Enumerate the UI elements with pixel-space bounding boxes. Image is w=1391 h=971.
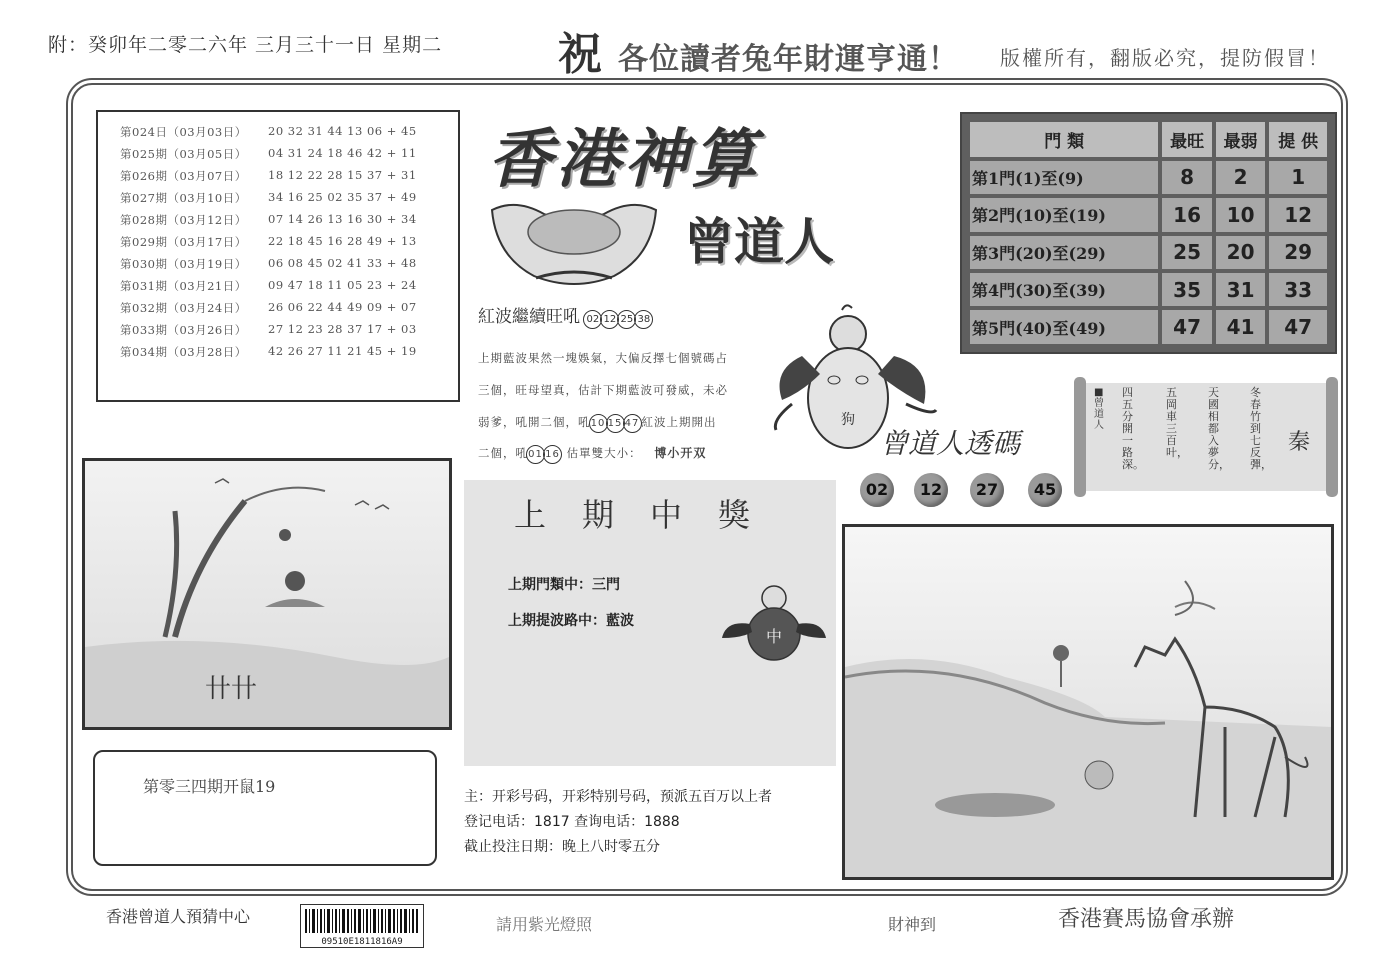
page-subtitle: 曾道人 [684, 212, 834, 271]
header-zhu: 祝 [558, 29, 602, 80]
win-line-wave: 上期提波路中：藍波 [508, 613, 634, 629]
tou-ma-ball: 27 [970, 473, 1004, 507]
footer-center: 香港曾道人預猜中心 [106, 907, 251, 926]
draw-row: 第027期（03月10日） 34 16 25 02 35 37 + 49 [120, 190, 417, 205]
gate-table [966, 118, 1331, 348]
footer-caishen: 財神到 [888, 915, 937, 934]
gate-table-panel [960, 112, 1337, 354]
page-title: 香港神算 [488, 122, 760, 197]
forecast-text-line: 二個，吼01 16 估單雙大小： 博小开双 [478, 444, 768, 464]
table-row: 第4門(30)至(39) 35 31 33 [970, 273, 1327, 306]
tou-ma-ball: 12 [914, 473, 948, 507]
draw-row: 第028期（03月12日） 07 14 26 13 16 30 + 34 [120, 212, 417, 227]
ink-painting-tree [82, 458, 452, 730]
forecast-text-line: 上期藍波果然一塊娛氣，大偏反擇七個號碼占 [478, 351, 728, 365]
hongbo-label: 紅波繼續旺吼 [478, 307, 580, 327]
draw-row: 第030期（03月19日） 06 08 45 02 41 33 + 48 [120, 256, 417, 271]
odd-even-tag: 博小开双 [654, 446, 707, 460]
table-header: 提 供 [1269, 122, 1327, 157]
table-header: 門 類 [970, 122, 1158, 157]
win-title: 上期中獎 [513, 496, 786, 534]
table-header: 最弱 [1216, 122, 1266, 157]
info-line: 登记电话：1817 查询电话：1888 [464, 814, 680, 830]
scroll-sign: ■曾道人 [1094, 387, 1104, 431]
draw-history-box [96, 110, 460, 402]
draw-row: 第034期（03月28日） 42 26 27 11 21 45 + 19 [120, 344, 417, 359]
scroll-line: 天國相都入夢分， [1208, 386, 1230, 471]
hongbo-line [478, 302, 653, 329]
table-row: 第2門(10)至(19) 16 10 12 [970, 198, 1327, 231]
forecast-text-line: 三個，旺母望真，估計下期藍波可發威，未必 [478, 383, 728, 397]
table-row: 第5門(40)至(49) 47 41 47 [970, 310, 1327, 344]
hongbo-number: 25 [617, 310, 636, 329]
header-rights: 版權所有，翻版必究，提防假冒！ [1000, 46, 1330, 70]
scroll-line: 五岡車三百叶， [1166, 386, 1188, 459]
note-text: 第零三四期开鼠19 [143, 777, 276, 796]
tou-ma-ball: 02 [860, 473, 894, 507]
svg-text:卄卄: 卄卄 [205, 674, 258, 704]
scroll-line: 冬春竹到七反彈， [1250, 386, 1272, 471]
draw-row: 第032期（03月24日） 26 06 22 44 49 09 + 07 [120, 300, 417, 315]
draw-row: 第031期（03月21日） 09 47 18 11 05 23 + 24 [120, 278, 417, 293]
draw-row: 第033期（03月26日） 27 12 23 28 37 17 + 03 [120, 322, 417, 337]
scroll-line: 四五分開一路深。 [1122, 386, 1144, 471]
tou-ma-ball: 45 [1028, 473, 1062, 507]
forecast-text-line: 弱爹，吼開二個，吼10 15 47 紅波上期開出 [478, 414, 768, 433]
scroll-side: 秦 [1288, 430, 1311, 455]
header-greeting: 各位讀者兔年財運亨通！ [618, 42, 959, 77]
win-mark: 中 [765, 627, 783, 646]
ink-painting-dog [842, 524, 1334, 880]
draw-row: 第025期（03月05日） 04 31 24 18 46 42 + 11 [120, 146, 417, 161]
hongbo-number: 02 [583, 310, 602, 329]
draw-row: 第024日（03月03日） 20 32 31 44 13 06 + 45 [120, 124, 417, 139]
info-line: 主：开彩号码，开彩特别号码，预派五百万以上者 [464, 789, 772, 805]
footer-organizer: 香港賽馬協會承辦 [1058, 907, 1235, 932]
hongbo-number: 38 [634, 310, 653, 329]
poem-scroll [1074, 377, 1338, 497]
header-date-line: 附：癸卯年二零二六年 三月三十一日 星期二 [48, 34, 443, 56]
draw-row: 第026期（03月07日） 18 12 22 28 15 37 + 31 [120, 168, 417, 183]
table-header: 最旺 [1162, 122, 1212, 157]
gourd-char: 狗 [841, 412, 855, 428]
barcode-text: 09510E1811816A9 [301, 937, 423, 947]
barcode [300, 904, 424, 948]
barcode-icon [301, 905, 423, 935]
win-line-gate: 上期門類中：三門 [508, 577, 620, 593]
table-row: 第3門(20)至(29) 25 20 29 [970, 236, 1327, 269]
info-line: 截止投注日期：晚上八时零五分 [464, 839, 660, 855]
table-row: 第1門(1)至(9) 8 2 1 [970, 161, 1327, 194]
draw-row: 第029期（03月17日） 22 18 45 16 28 49 + 13 [120, 234, 417, 249]
footer-uv-note: 請用紫光燈照 [496, 915, 593, 934]
gourd-win-icon [718, 580, 830, 670]
last-period-win-panel [464, 480, 836, 766]
note-box [93, 750, 437, 866]
gold-ingot-icon [486, 196, 662, 292]
hongbo-number: 12 [600, 310, 619, 329]
tou-ma-label: 曾道人透碼 [880, 427, 1021, 460]
